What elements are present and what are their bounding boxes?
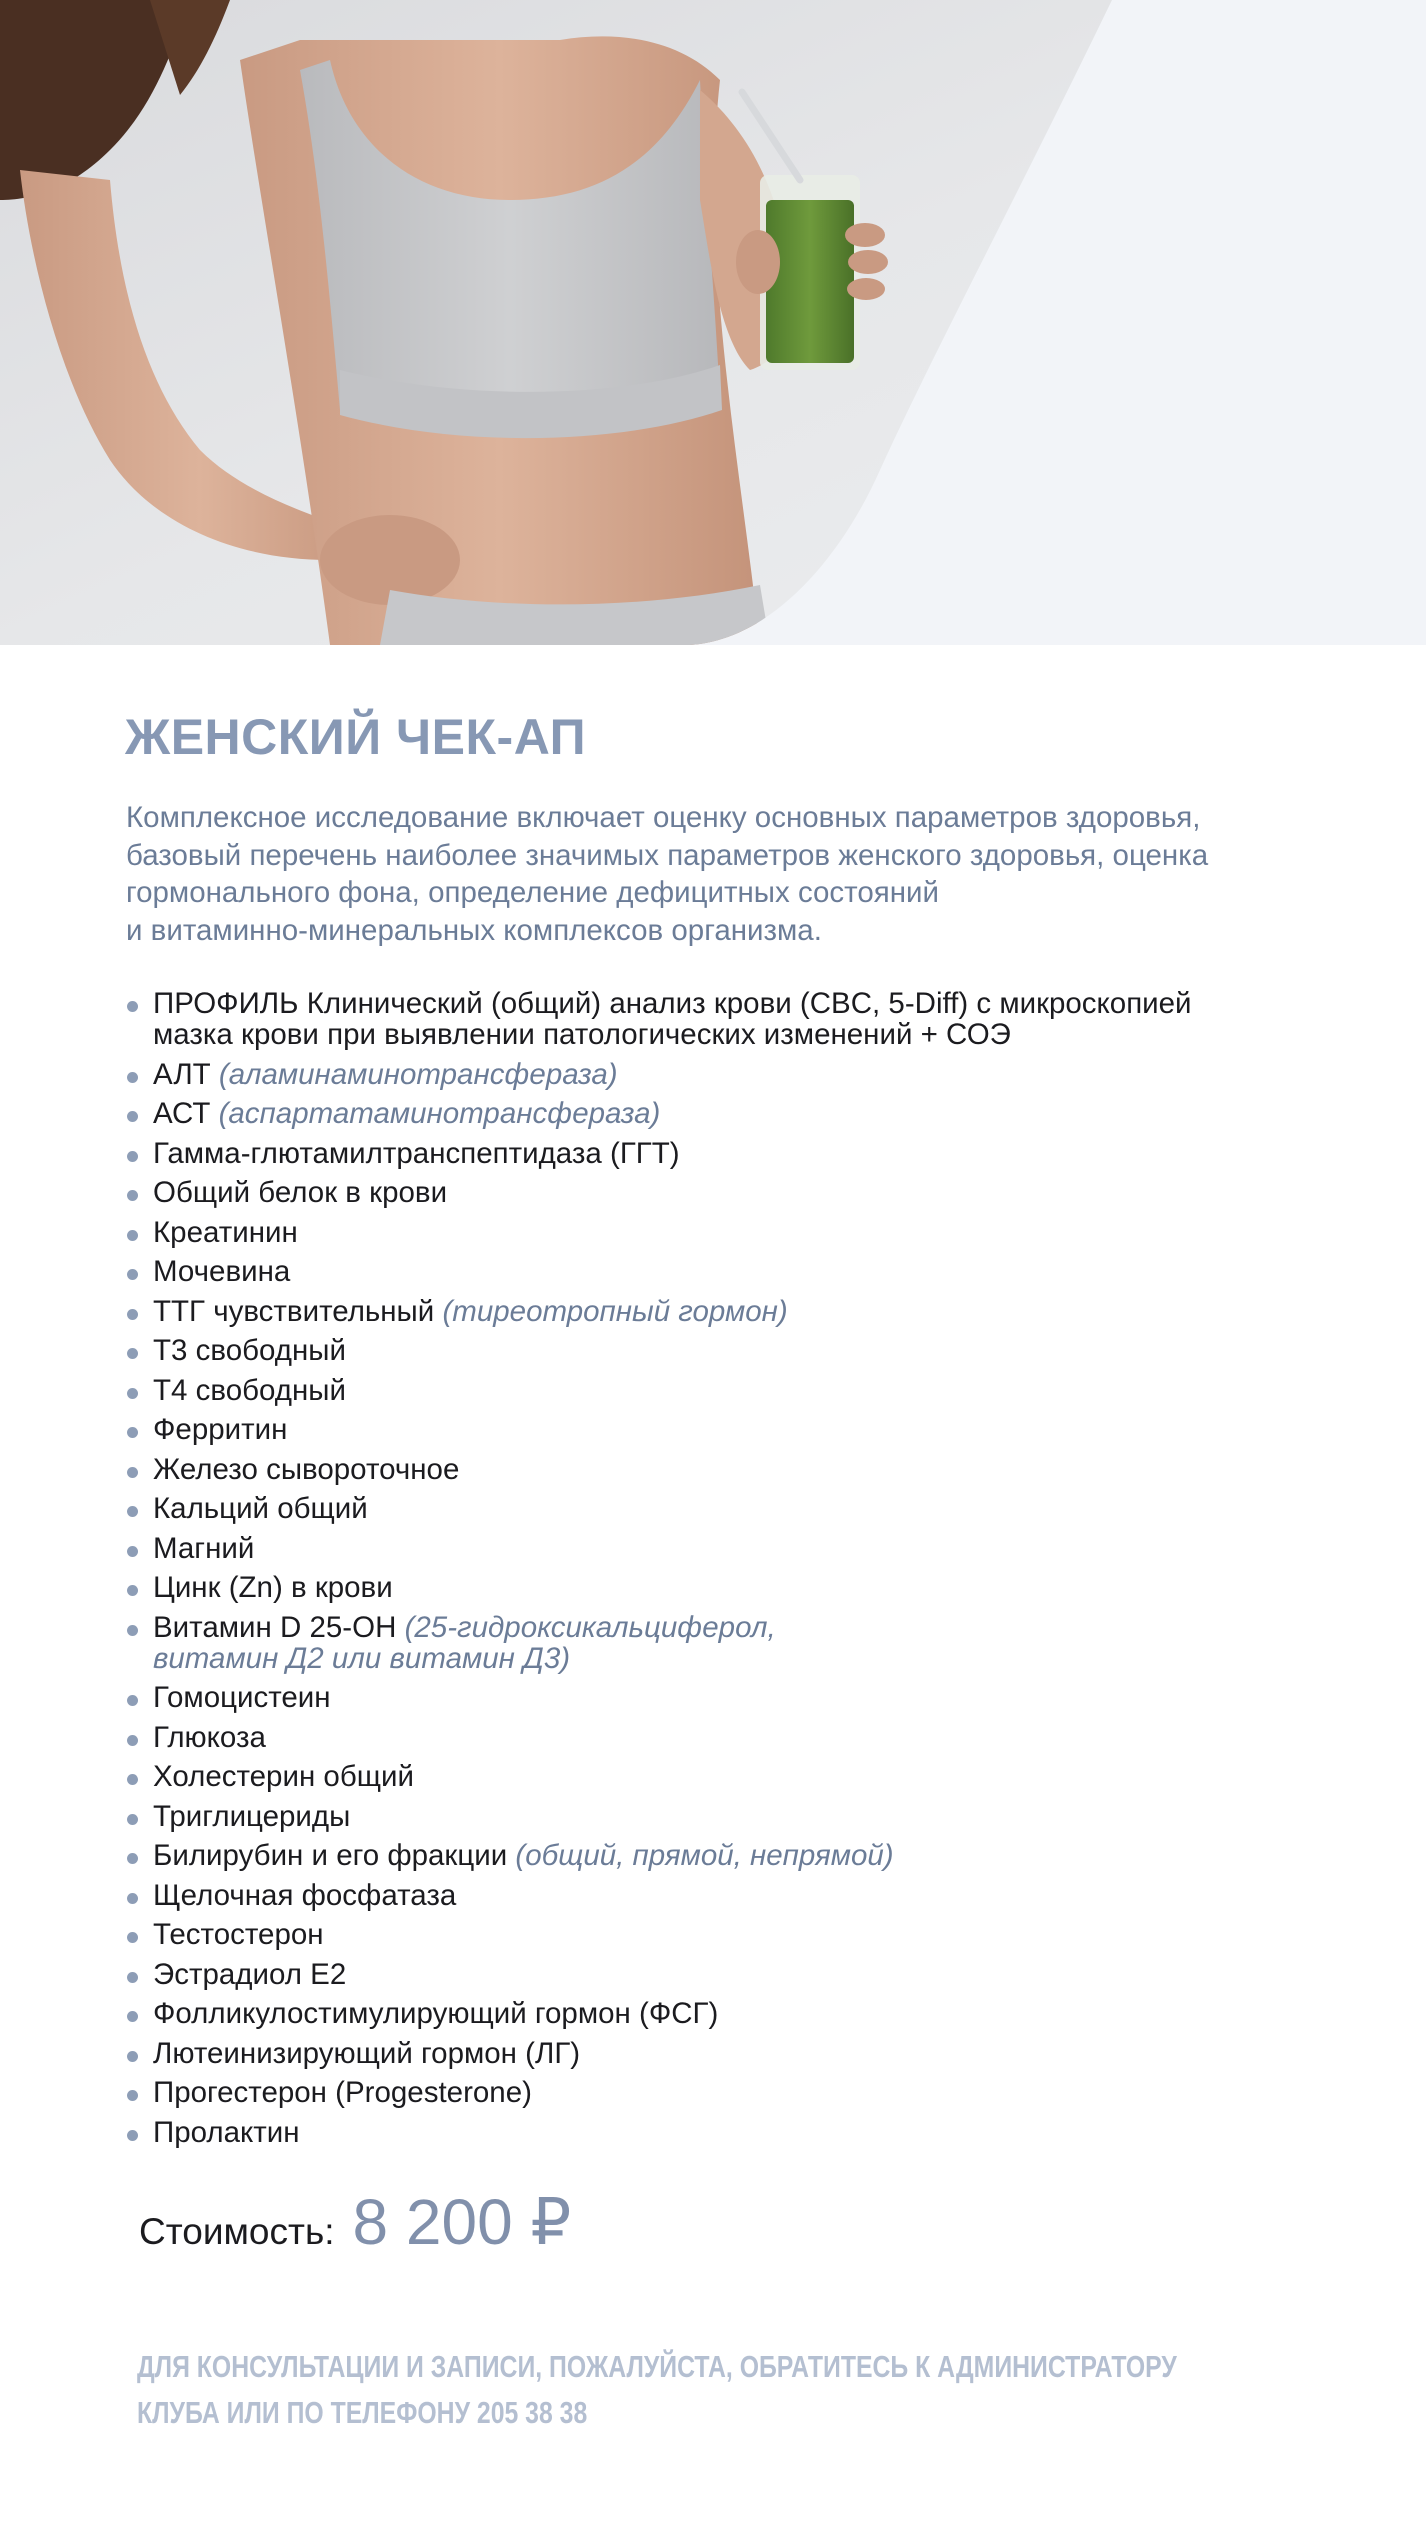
test-item xyxy=(126,1493,1192,1524)
test-item xyxy=(126,1256,1192,1287)
test-name-continued: мазка крови при выявлении патологических изменений + СОЭ xyxy=(153,1018,1011,1051)
contact-line: ДЛЯ КОНСУЛЬТАЦИИ И ЗАПИСИ, ПОЖАЛУЙСТА, ОБРАТИТЕСЬ К АДМИНИСТРАТОРУ xyxy=(137,2349,1177,2384)
test-item xyxy=(126,1059,1192,1090)
test-name: Эстрадиол Е2 xyxy=(153,1957,347,1991)
test-item xyxy=(126,1177,1192,1208)
intro-line: базовый перечень наиболее значимых параметров женского здоровья, оценка xyxy=(126,838,1209,872)
test-note: (общий, прямой, непрямой) xyxy=(515,1839,894,1872)
page-title: ЖЕНСКИЙ ЧЕК-АП xyxy=(125,709,587,765)
test-name: Гомоцистеин xyxy=(153,1681,331,1714)
test-name: Магний xyxy=(153,1531,255,1565)
test-name: АЛТ xyxy=(153,1057,211,1091)
tests-list xyxy=(126,988,1192,2156)
test-note: (тиреотропный гормон) xyxy=(442,1294,788,1328)
test-name: Гамма-глютамилтранспептидаза (ГГТ) xyxy=(153,1136,680,1170)
price-label: Стоимость: xyxy=(139,2211,335,2252)
test-item xyxy=(126,2038,1192,2069)
test-item xyxy=(126,1572,1192,1603)
test-name: АСТ xyxy=(153,1097,211,1130)
test-name: Глюкоза xyxy=(153,1720,266,1754)
test-item xyxy=(126,1801,1192,1832)
test-item xyxy=(126,1880,1192,1911)
test-name: Холестерин общий xyxy=(153,1760,414,1793)
price-row xyxy=(139,2185,571,2260)
test-item xyxy=(126,1098,1192,1129)
intro-description xyxy=(126,799,1326,949)
test-item xyxy=(126,1682,1192,1713)
test-name: Прогестерон (Progesterone) xyxy=(153,2076,532,2109)
test-item xyxy=(126,1840,1192,1871)
test-item xyxy=(126,1959,1192,1990)
test-name: Цинк (Zn) в крови xyxy=(153,1571,393,1604)
test-item xyxy=(126,1722,1192,1753)
test-name: Креатинин xyxy=(153,1215,298,1249)
test-item xyxy=(126,988,1192,1050)
test-item xyxy=(126,1296,1192,1327)
intro-line: Комплексное исследование включает оценку основных параметров здоровья, xyxy=(126,801,1201,834)
intro-line: и витаминно-минеральных комплексов организма. xyxy=(126,913,822,947)
test-name: ПРОФИЛЬ Клинический (общий) анализ крови (CBC, 5-Diff) с микроскопией xyxy=(153,987,1192,1020)
test-name: Т3 свободный xyxy=(153,1334,346,1367)
contact-line: КЛУБА ИЛИ ПО ТЕЛЕФОНУ 205 38 38 xyxy=(137,2395,588,2430)
test-item xyxy=(126,1217,1192,1248)
test-item xyxy=(126,2077,1192,2108)
test-name: Железо сывороточное xyxy=(153,1452,460,1486)
test-item xyxy=(126,1375,1192,1406)
test-name: Ферритин xyxy=(153,1413,288,1446)
test-name: Мочевина xyxy=(153,1255,291,1288)
price-value: 8 200 ₽ xyxy=(352,2186,572,2258)
test-name: Щелочная фосфатаза xyxy=(153,1878,457,1912)
test-item xyxy=(126,1919,1192,1950)
test-item xyxy=(126,1335,1192,1366)
test-name: Т4 свободный xyxy=(153,1373,346,1407)
test-note-continued: витамин Д2 или витамин Д3) xyxy=(153,1641,571,1675)
intro-line: гормонального фона, определение дефицитных состояний xyxy=(126,876,939,909)
test-name: Тестостерон xyxy=(153,1918,324,1951)
test-name: Билирубин и его фракции xyxy=(153,1839,508,1872)
test-name: Лютеинизирующий гормон (ЛГ) xyxy=(153,2036,581,2070)
test-item xyxy=(126,2117,1192,2148)
test-name: Триглицериды xyxy=(153,1799,351,1833)
test-item xyxy=(126,1414,1192,1445)
test-name: Кальций общий xyxy=(153,1492,368,1525)
test-note: (аспартатаминотрансфераза) xyxy=(218,1097,661,1130)
test-item xyxy=(126,1533,1192,1564)
test-item xyxy=(126,1138,1192,1169)
test-item xyxy=(126,1761,1192,1792)
test-note: (аламинаминотрансфераза) xyxy=(218,1057,618,1091)
hero-photo xyxy=(0,0,1426,645)
test-item xyxy=(126,1998,1192,2029)
test-item xyxy=(126,1454,1192,1485)
test-name: Общий белок в крови xyxy=(153,1176,448,1209)
test-name: ТТГ чувствительный xyxy=(153,1294,435,1328)
test-name: Витамин D 25-OH xyxy=(153,1610,397,1644)
hero-illustration xyxy=(0,0,1426,645)
test-item xyxy=(126,1612,1192,1674)
test-name: Фолликулостимулирующий гормон (ФСГ) xyxy=(153,1997,719,2030)
test-note: (25-гидроксикальциферол, xyxy=(404,1610,776,1644)
test-name: Пролактин xyxy=(153,2115,300,2149)
contact-info xyxy=(137,2344,1177,2436)
